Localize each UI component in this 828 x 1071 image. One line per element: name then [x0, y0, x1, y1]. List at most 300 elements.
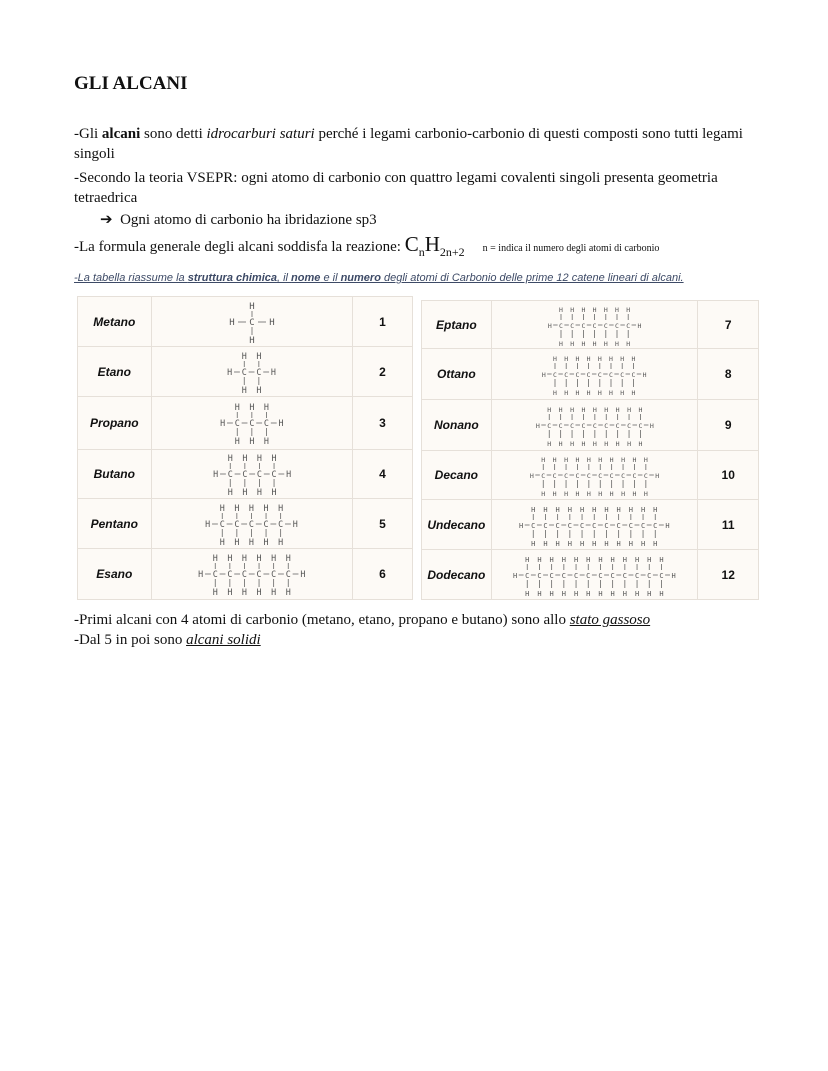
hydrogen-atom: H — [614, 305, 619, 314]
text: -La formula generale degli alcani soddisfa la reazione: — [74, 239, 405, 255]
hydrogen-atom: H — [300, 569, 306, 579]
hydrogen-atom: H — [614, 339, 619, 347]
text: degli atomi di Carbonio delle prime 12 catene lineari di alcani. — [380, 272, 684, 284]
text: Ogni atomo di carbonio ha ibridazione sp3 — [120, 212, 377, 228]
hydrogen-atom: H — [575, 355, 580, 363]
carbon-atom: C — [553, 371, 558, 379]
hydrogen-atom: H — [609, 389, 614, 396]
carbon-atom: C — [285, 569, 291, 579]
structure-drawing — [529, 453, 660, 497]
carbon-atom: C — [227, 469, 233, 479]
hydrogen-atom: H — [220, 502, 226, 513]
structural-formula — [491, 500, 698, 550]
hydrogen-atom: H — [525, 588, 530, 597]
hydrogen-atom: H — [256, 487, 262, 496]
hydrogen-atom: H — [227, 487, 233, 496]
carbon-count: 3 — [352, 397, 412, 450]
hydrogen-atom: H — [609, 456, 614, 464]
hydrogen-atom: H — [609, 355, 614, 363]
hydrogen-atom: H — [249, 436, 255, 445]
hydrogen-atom: H — [620, 389, 625, 396]
text: sono detti — [140, 126, 207, 142]
hydrogen-atom: H — [212, 553, 218, 563]
hydrogen-atom: H — [558, 440, 563, 447]
alkane-name: Eptano — [422, 301, 492, 349]
hydrogen-atom: H — [638, 440, 643, 447]
hydrogen-atom: H — [603, 305, 608, 314]
text: -Primi alcani con 4 atomi di carbonio (metano, etano, propano e butano) sono allo — [74, 612, 570, 628]
hydrogen-atom: H — [592, 538, 597, 547]
hydrogen-atom: H — [241, 453, 247, 463]
carbon-atom: C — [626, 422, 631, 430]
bullet-sp3 — [100, 210, 810, 230]
hydrogen-atom: H — [256, 587, 262, 596]
structure-drawing — [204, 502, 299, 546]
bold: struttura chimica — [187, 272, 277, 284]
hydrogen-atom: H — [570, 305, 575, 314]
carbon-atom: C — [564, 371, 569, 379]
carbon-atom: C — [609, 371, 614, 379]
carbon-atom: C — [271, 569, 277, 579]
hydrogen-atom: H — [541, 456, 546, 464]
hydrogen-atom: H — [227, 553, 233, 563]
hydrogen-atom: H — [558, 339, 563, 347]
carbon-count: 1 — [352, 297, 412, 347]
hydrogen-atom: H — [241, 350, 247, 361]
paragraph-solid — [74, 630, 784, 650]
hydrogen-atom: H — [263, 436, 269, 445]
hydrogen-atom: H — [616, 504, 622, 514]
hydrogen-atom: H — [241, 487, 247, 496]
carbon-atom: C — [632, 472, 637, 480]
hydrogen-atom: H — [249, 402, 255, 412]
hydrogen-atom: H — [541, 490, 546, 497]
hydrogen-atom: H — [546, 406, 551, 414]
hydrogen-atom: H — [581, 339, 586, 347]
hydrogen-atom: H — [632, 490, 637, 497]
hydrogen-atom: H — [629, 538, 634, 547]
hydrogen-atom: H — [249, 335, 255, 344]
carbon-atom: C — [543, 520, 548, 530]
carbon-atom: C — [220, 518, 226, 529]
arrow-icon: ➔ — [100, 212, 113, 228]
hydrogen-atom: H — [615, 406, 620, 414]
hydrogen-atom: H — [552, 490, 557, 497]
hydrogen-atom: H — [632, 456, 637, 464]
table-row — [78, 297, 413, 347]
carbon-atom: C — [558, 321, 563, 330]
hydrogen-atom: H — [586, 554, 591, 564]
carbon-atom: C — [575, 371, 580, 379]
hydrogen-atom: H — [263, 402, 269, 412]
hydrogen-atom: H — [586, 355, 591, 363]
carbon-atom: C — [592, 422, 597, 430]
hydrogen-atom: H — [234, 436, 240, 445]
hydrogen-atom: H — [671, 570, 676, 580]
structure-drawing — [518, 503, 671, 547]
carbon-atom: C — [531, 520, 536, 530]
hydrogen-atom: H — [220, 536, 226, 546]
hydrogen-atom: H — [531, 504, 536, 514]
carbon-count: 9 — [698, 400, 759, 451]
hydrogen-atom: H — [621, 490, 626, 497]
hydrogen-atom: H — [586, 588, 591, 597]
carbon-count: 11 — [698, 500, 759, 550]
carbon-atom: C — [256, 569, 262, 579]
carbon-atom: C — [592, 520, 597, 530]
carbon-atom: C — [561, 570, 567, 580]
carbon-atom: C — [647, 570, 652, 580]
hydrogen-atom: H — [580, 538, 585, 547]
carbon-atom: C — [263, 518, 269, 529]
carbon-atom: C — [552, 472, 557, 480]
hydrogen-atom: H — [598, 490, 603, 497]
structure-drawing — [535, 403, 655, 447]
formula-c: C — [404, 232, 419, 256]
hydrogen-atom: H — [543, 504, 548, 514]
page-title: GLI ALCANI — [74, 73, 188, 94]
hydrogen-atom: H — [249, 536, 255, 546]
hydrogen-atom: H — [616, 538, 622, 547]
carbon-atom: C — [641, 520, 646, 530]
hydrogen-atom: H — [271, 453, 277, 463]
carbon-atom: C — [610, 570, 615, 580]
carbon-count: 5 — [352, 499, 412, 549]
hydrogen-atom: H — [547, 321, 552, 330]
table-row — [78, 347, 413, 397]
hydrogen-atom: H — [256, 350, 262, 361]
carbon-atom: C — [234, 518, 240, 529]
hydrogen-atom: H — [561, 588, 567, 597]
hydrogen-atom: H — [592, 406, 597, 414]
structure-drawing — [212, 452, 292, 496]
carbon-atom: C — [598, 371, 603, 379]
hydrogen-atom: H — [271, 487, 277, 496]
hydrogen-atom: H — [592, 440, 597, 447]
hydrogen-atom: H — [513, 570, 518, 580]
hydrogen-atom: H — [598, 588, 603, 597]
carbon-atom: C — [621, 472, 626, 480]
carbon-atom: C — [525, 570, 530, 580]
hydrogen-atom: H — [553, 389, 558, 396]
carbon-atom: C — [609, 472, 614, 480]
hydrogen-atom: H — [543, 538, 548, 547]
carbon-atom: C — [263, 418, 269, 428]
structural-formula — [491, 349, 698, 400]
alkane-name: Metano — [78, 297, 152, 347]
carbon-atom: C — [278, 518, 284, 529]
alkane-name: Propano — [78, 397, 152, 450]
carbon-atom: C — [580, 520, 585, 530]
structural-formula — [151, 450, 352, 499]
hydrogen-atom: H — [641, 504, 646, 514]
hydrogen-atom: H — [626, 305, 631, 314]
paragraph-formula — [74, 234, 784, 262]
hydrogen-atom: H — [519, 520, 524, 530]
hydrogen-atom: H — [603, 339, 608, 347]
carbon-count: 12 — [698, 550, 759, 600]
hydrogen-atom: H — [558, 406, 563, 414]
alkane-name: Undecano — [422, 500, 492, 550]
hydrogen-atom: H — [249, 502, 255, 513]
carbon-atom: C — [586, 371, 591, 379]
carbon-atom: C — [256, 366, 262, 377]
hydrogen-atom: H — [234, 402, 240, 412]
hydrogen-atom: H — [592, 339, 597, 347]
hydrogen-atom: H — [575, 456, 580, 464]
carbon-count: 10 — [698, 451, 759, 500]
structural-formula — [151, 499, 352, 549]
paragraph-vsepr: -Secondo la teoria VSEPR: ogni atomo di carbonio con quattro legami covalenti singoli presenta geometria tetraedrica — [74, 170, 718, 206]
alkane-name: Decano — [422, 451, 492, 500]
carbon-atom: C — [241, 469, 247, 479]
carbon-atom: C — [241, 569, 247, 579]
text: -La tabella riassume la — [74, 272, 188, 284]
hydrogen-atom: H — [653, 504, 658, 514]
carbon-atom: C — [581, 422, 586, 430]
hydrogen-atom: H — [580, 504, 585, 514]
hydrogen-atom: H — [271, 587, 277, 596]
table-row — [78, 549, 413, 600]
hydrogen-atom: H — [241, 384, 247, 394]
hydrogen-atom: H — [542, 371, 547, 379]
hydrogen-atom: H — [293, 518, 299, 529]
carbon-count: 2 — [352, 347, 412, 397]
hydrogen-atom: H — [575, 490, 580, 497]
hydrogen-atom: H — [598, 554, 603, 564]
structure-drawing — [227, 300, 277, 344]
carbon-atom: C — [546, 422, 551, 430]
hydrogen-atom: H — [620, 355, 625, 363]
hydrogen-atom: H — [643, 490, 648, 497]
carbon-atom: C — [249, 418, 255, 428]
formula-h: H — [424, 232, 440, 256]
hydrogen-atom: H — [553, 355, 558, 363]
structure-drawing — [219, 401, 285, 445]
hydrogen-atom: H — [555, 538, 561, 547]
carbon-atom: C — [234, 418, 240, 428]
hydrogen-atom: H — [626, 406, 631, 414]
hydrogen-atom: H — [263, 502, 269, 513]
carbon-count: 4 — [352, 450, 412, 499]
hydrogen-atom: H — [626, 339, 631, 347]
bold: nome — [291, 272, 321, 284]
formula-sub: 2n+2 — [439, 245, 465, 260]
hydrogen-atom: H — [546, 440, 551, 447]
carbon-atom: C — [592, 321, 597, 330]
hydrogen-atom: H — [558, 305, 563, 314]
carbon-atom: C — [555, 520, 561, 530]
hydrogen-atom: H — [537, 554, 542, 564]
structure-drawing — [541, 352, 647, 396]
alkane-name: Esano — [78, 549, 152, 600]
hydrogen-atom: H — [604, 538, 609, 547]
alkane-name: Butano — [78, 450, 152, 499]
hydrogen-atom: H — [234, 502, 240, 513]
hydrogen-atom: H — [655, 472, 660, 480]
hydrogen-atom: H — [610, 554, 615, 564]
structural-formula — [151, 549, 352, 600]
hydrogen-atom: H — [271, 366, 277, 377]
hydrogen-atom: H — [249, 301, 255, 312]
hydrogen-atom: H — [285, 553, 291, 563]
table-row — [422, 301, 759, 349]
carbon-atom: C — [581, 321, 586, 330]
alkane-name: Nonano — [422, 400, 492, 451]
hydrogen-atom: H — [568, 504, 573, 514]
carbon-atom: C — [537, 570, 542, 580]
carbon-atom: C — [256, 469, 262, 479]
table-row — [422, 349, 759, 400]
text: -Gli — [74, 126, 102, 142]
hydrogen-atom: H — [569, 440, 574, 447]
carbon-atom: C — [614, 321, 619, 330]
hydrogen-atom: H — [269, 317, 275, 328]
carbon-atom: C — [620, 371, 625, 379]
hydrogen-atom: H — [638, 406, 643, 414]
hydrogen-atom: H — [574, 554, 579, 564]
structural-formula — [151, 347, 352, 397]
carbon-atom: C — [626, 321, 631, 330]
structural-formula — [151, 297, 352, 347]
paragraph-alcani-definition — [74, 124, 784, 164]
hydrogen-atom: H — [609, 490, 614, 497]
hydrogen-atom: H — [592, 504, 597, 514]
hydrogen-atom: H — [598, 456, 603, 464]
structural-formula — [491, 451, 698, 500]
hydrogen-atom: H — [637, 321, 642, 330]
table-row — [78, 450, 413, 499]
hydrogen-atom: H — [635, 554, 640, 564]
hydrogen-atom: H — [659, 588, 664, 597]
hydrogen-atom: H — [205, 518, 211, 529]
italic-term: idrocarburi saturi — [206, 126, 315, 142]
hydrogen-atom: H — [278, 502, 284, 513]
carbon-atom: C — [249, 518, 255, 529]
hydrogen-atom: H — [549, 554, 554, 564]
alkane-name: Pentano — [78, 499, 152, 549]
hydrogen-atom: H — [604, 504, 609, 514]
hydrogen-atom: H — [564, 389, 569, 396]
hydrogen-atom: H — [626, 440, 631, 447]
carbon-atom: C — [643, 472, 648, 480]
hydrogen-atom: H — [256, 453, 262, 463]
hydrogen-atom: H — [586, 456, 591, 464]
hydrogen-atom: H — [598, 355, 603, 363]
text: -Dal 5 in poi sono — [74, 632, 187, 648]
hydrogen-atom: H — [581, 406, 586, 414]
hydrogen-atom: H — [529, 472, 534, 480]
hydrogen-atom: H — [603, 406, 608, 414]
carbon-atom: C — [598, 570, 603, 580]
hydrogen-atom: H — [549, 588, 554, 597]
carbon-atom: C — [570, 321, 575, 330]
carbon-atom: C — [616, 520, 622, 530]
hydrogen-atom: H — [278, 536, 284, 546]
carbon-atom: C — [615, 422, 620, 430]
hydrogen-atom: H — [642, 371, 647, 379]
carbon-atom: C — [622, 570, 628, 580]
structural-formula — [491, 400, 698, 451]
carbon-atom: C — [638, 422, 643, 430]
hydrogen-atom: H — [537, 588, 542, 597]
structural-formula — [491, 550, 698, 600]
carbon-atom: C — [227, 569, 233, 579]
hydrogen-atom: H — [581, 305, 586, 314]
hydrogen-atom: H — [525, 554, 530, 564]
structure-drawing — [512, 553, 677, 597]
hydrogen-atom: H — [229, 317, 235, 328]
hydrogen-atom: H — [278, 418, 284, 428]
text: e il — [320, 272, 341, 284]
alkane-name: Ottano — [422, 349, 492, 400]
hydrogen-atom: H — [256, 553, 262, 563]
hydrogen-atom: H — [615, 440, 620, 447]
structure-drawing — [226, 350, 277, 394]
hydrogen-atom: H — [198, 569, 204, 579]
carbon-atom: C — [271, 469, 277, 479]
alkanes-table-right — [421, 300, 759, 600]
carbon-atom: C — [564, 472, 569, 480]
structural-formula — [491, 301, 698, 349]
table-row — [422, 550, 759, 600]
hydrogen-atom: H — [629, 504, 634, 514]
carbon-atom: C — [249, 317, 255, 328]
hydrogen-atom: H — [575, 389, 580, 396]
carbon-atom: C — [586, 472, 591, 480]
carbon-atom: C — [574, 570, 579, 580]
carbon-atom: C — [241, 366, 247, 377]
paragraph-gaseous — [74, 610, 784, 630]
hydrogen-atom: H — [574, 588, 579, 597]
carbon-atom: C — [568, 520, 573, 530]
hydrogen-atom: H — [610, 588, 615, 597]
carbon-atom: C — [603, 422, 608, 430]
hydrogen-atom: H — [561, 554, 567, 564]
hydrogen-atom: H — [256, 384, 262, 394]
carbon-atom: C — [598, 472, 603, 480]
hydrogen-atom: H — [631, 389, 636, 396]
hydrogen-atom: H — [227, 366, 233, 377]
carbon-count: 6 — [352, 549, 412, 600]
hydrogen-atom: H — [241, 553, 247, 563]
text: , il — [276, 272, 292, 284]
carbon-atom: C — [558, 422, 563, 430]
hydrogen-atom: H — [564, 355, 569, 363]
structural-formula — [151, 397, 352, 450]
structure-drawing — [547, 303, 642, 347]
hydrogen-atom: H — [635, 588, 640, 597]
hydrogen-atom: H — [241, 587, 247, 596]
hydrogen-atom: H — [581, 440, 586, 447]
bold-term: alcani — [101, 126, 141, 142]
hydrogen-atom: H — [621, 456, 626, 464]
carbon-atom: C — [212, 569, 218, 579]
hydrogen-atom: H — [227, 453, 233, 463]
table-row — [422, 451, 759, 500]
hydrogen-atom: H — [271, 553, 277, 563]
bold: numero — [340, 272, 381, 284]
hydrogen-atom: H — [649, 422, 654, 430]
general-formula — [404, 232, 465, 260]
carbon-atom: C — [659, 570, 664, 580]
carbon-atom: C — [653, 520, 658, 530]
hydrogen-atom: H — [531, 538, 536, 547]
carbon-atom: C — [603, 321, 608, 330]
hydrogen-atom: H — [568, 538, 573, 547]
hydrogen-atom: H — [586, 490, 591, 497]
carbon-atom: C — [635, 570, 640, 580]
